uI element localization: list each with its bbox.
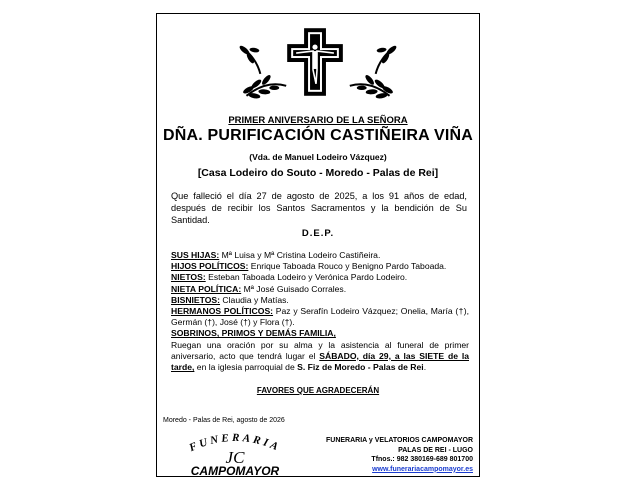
logo-arc-text: FUNERARIA	[187, 431, 283, 455]
dep-heading: D.E.P.	[301, 228, 335, 239]
nieta-politica-names: Mª José Guisado Corrales.	[241, 283, 347, 294]
bisnietos-names: Claudia y Matías.	[220, 294, 289, 305]
hermanos-politicos-names: Paz y Serafín Lodeiro Vázquez; Onelia, María (†), Germán (†), José (†) y Flora (†).	[171, 306, 469, 328]
hermanos-politicos-label: HERMANOS POLÍTICOS:	[171, 306, 274, 317]
funeraria-info	[298, 436, 473, 474]
hijos-politicos-label: HIJOS POLÍTICOS:	[171, 261, 249, 272]
church-pre-text: en la iglesia parroquial de	[194, 362, 298, 373]
nieta-politica-label: NIETA POLÍTICA:	[171, 283, 242, 294]
deceased-name: DÑA. PURIFICACIÓN CASTIÑEIRA VIÑA	[162, 127, 473, 144]
funeraria-title: FUNERARIA y VELATORIOS CAMPOMAYOR	[325, 437, 473, 444]
nietos-names: Esteban Taboada Lodeiro y Verónica Pardo Lodeiro.	[205, 272, 408, 283]
sobrinos-label: SOBRINOS, PRIMOS Y DEMÁS FAMILIA,	[171, 328, 336, 339]
left-laurel-icon	[238, 44, 286, 99]
logo-monogram: JC	[225, 448, 245, 467]
widow-of: (Vda. de Manuel Lodeiro Vázquez)	[249, 152, 387, 162]
hijas-names: Mª Luisa y Mª Cristina Lodeiro Castiñeira.	[219, 250, 381, 260]
anniversary-heading: PRIMER ANIVERSARIO DE LA SEÑORA	[228, 115, 408, 126]
funeraria-logo	[165, 428, 305, 478]
church-name: S. Fiz de Moredo - Palas de Rei	[297, 362, 424, 373]
obituary-notice	[156, 13, 480, 477]
bisnietos-label: BISNIETOS:	[171, 294, 221, 305]
death-intro-text: Que falleció el día 27 de agosto de 2025, a los 91 años de edad, después de recibir los Santos Sacramentos y la bendición de Su Santidad.	[171, 191, 467, 225]
funeraria-location: PALAS DE REI - LUGO	[398, 446, 473, 454]
logo-name: CAMPOMAYOR	[190, 464, 280, 478]
hijos-politicos-names: Enrique Taboada Rouco y Benigno Pardo Taboada.	[248, 261, 447, 272]
thanks-line: FAVORES QUE AGRADECERÁN	[256, 386, 380, 395]
hijas-label: SUS HIJAS:	[171, 250, 220, 260]
crucifix-emblem	[157, 14, 479, 109]
church-end: .	[423, 362, 427, 373]
family-list	[171, 250, 469, 373]
funeral-date-time: SÁBADO, día 29, a las SIETE de la tarde,	[171, 350, 469, 373]
cross-icon	[287, 28, 343, 96]
ruegan-text: Ruegan una oración por su alma y la asistencia al funeral de primer aniversario, acto que tendrá lugar el	[171, 339, 469, 361]
house-location: [Casa Lodeiro do Souto - Moredo - Palas de Rei]	[197, 167, 439, 179]
funeraria-website-link[interactable]: www.funerariacampomayor.es	[372, 465, 473, 473]
nietos-label: NIETOS:	[171, 272, 206, 283]
right-laurel-icon	[350, 44, 398, 99]
place-date: Moredo - Palas de Rei, agosto de 2026	[163, 417, 285, 424]
funeraria-phones: Tfnos.: 982 380169-689 801700	[371, 456, 473, 464]
